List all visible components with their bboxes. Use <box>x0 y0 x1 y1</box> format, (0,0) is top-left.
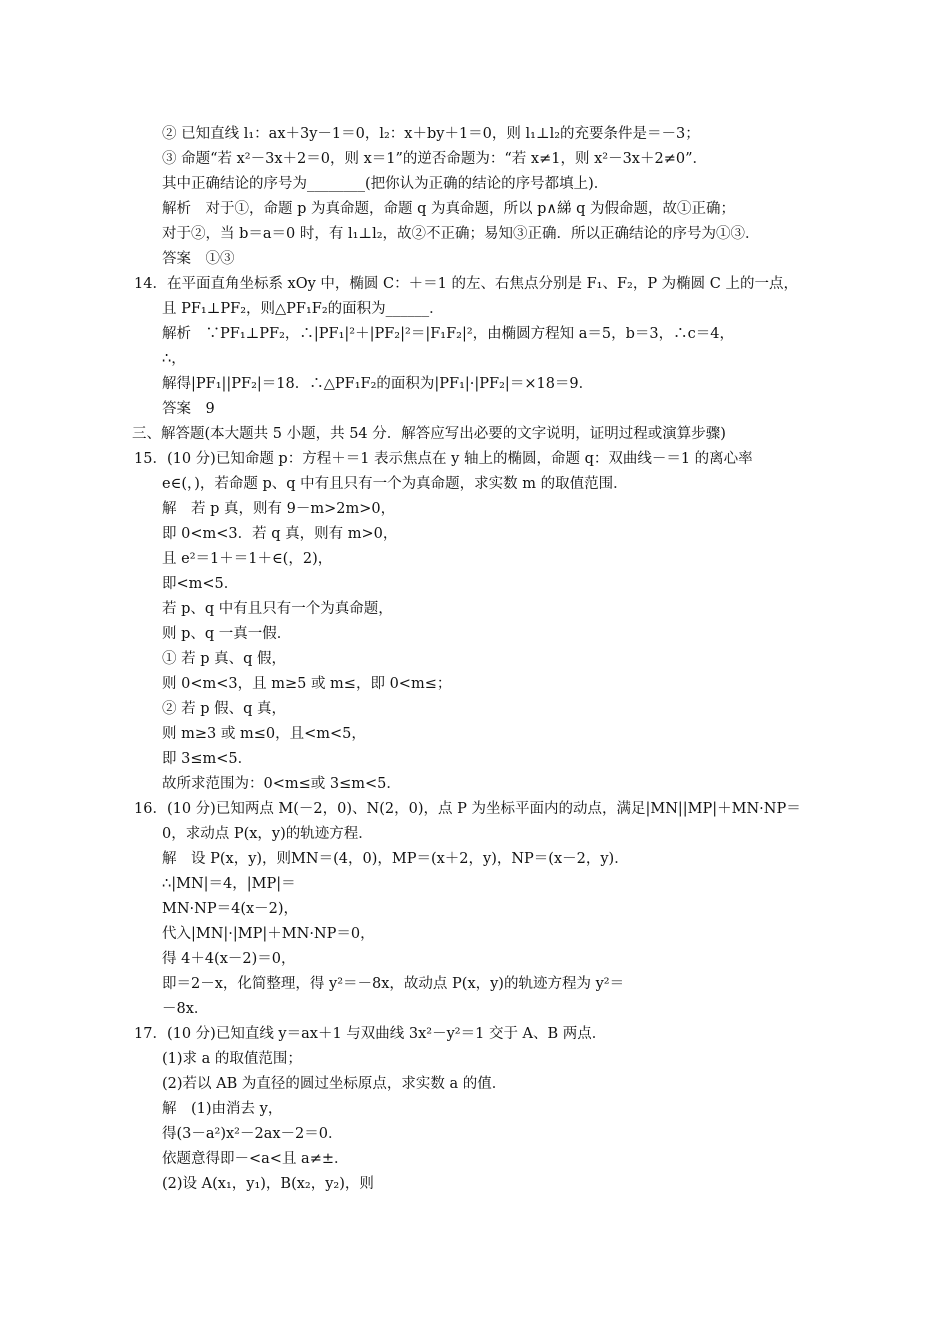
question-17-line: 17．(10 分)已知直线 y＝ax＋1 与双曲线 3x²－y²＝1 交于 A、B 两点． <box>134 1026 607 1042</box>
text-line: 答案 9 <box>162 401 215 417</box>
text-line: ① 若 p 真、q 假， <box>162 651 286 667</box>
text-line: (2)若以 AB 为直径的圆过坐标原点，求实数 a 的值． <box>162 1076 507 1092</box>
text-line: 即 3≤m<5． <box>162 751 253 767</box>
text-line: 解 若 p 真，则有 9－m>2m>0， <box>162 501 396 517</box>
question-16-line: 16．(10 分)已知两点 M(－2，0)、N(2，0)，点 P 为坐标平面内的动点，满足|MN||MP|＋MN·NP＝ <box>134 801 801 817</box>
text-line: 其中正确结论的序号为________(把你认为正确的结论的序号都填上)． <box>162 176 609 192</box>
question-15-line: 15．(10 分)已知命题 p：方程＋＝1 表示焦点在 y 轴上的椭圆，命题 q：双曲线－＝1 的离心率 <box>134 451 753 467</box>
text-line: 解得|PF₁||PF₂|＝18．∴△PF₁F₂的面积为|PF₁|·|PF₂|＝×18＝9． <box>162 376 594 392</box>
text-line: 对于②，当 b＝a＝0 时，有 l₁⊥l₂，故②不正确；易知③正确．所以正确结论的序号为①③． <box>162 226 760 242</box>
text-line: (2)设 A(x₁，y₁)，B(x₂，y₂)，则 <box>162 1176 374 1192</box>
section-heading: 三、解答题(本大题共 5 小题，共 54 分．解答应写出必要的文字说明，证明过程或演算步骤) <box>132 426 726 442</box>
text-line: 依题意得即－<a<且 a≠±． <box>162 1151 349 1167</box>
text-line: －8x． <box>162 1001 209 1017</box>
text-line: 得(3－a²)x²－2ax－2＝0． <box>162 1126 343 1142</box>
text-line: 则 m≥3 或 m≤0，且<m<5， <box>162 726 366 742</box>
text-line: 解 设 P(x，y)，则MN＝(4，0)，MP＝(x＋2，y)，NP＝(x－2，y)． <box>162 851 629 867</box>
text-line: 若 p、q 中有且只有一个为真命题， <box>162 601 393 617</box>
text-line: 得 4＋4(x－2)＝0， <box>162 951 296 967</box>
text-line: 即<m<5． <box>162 576 239 592</box>
text-line: 解析 对于①，命题 p 为真命题，命题 q 为真命题，所以 p∧綈 q 为假命题，故①正确； <box>162 201 736 217</box>
text-line: 则 p、q 一真一假． <box>162 626 292 642</box>
text-line: ∴， <box>162 351 186 367</box>
text-line: 0，求动点 P(x，y)的轨迹方程． <box>162 826 373 842</box>
text-line: 则 0<m<3，且 m≥5 或 m≤，即 0<m≤； <box>162 676 452 692</box>
text-line: ② 若 p 假、q 真， <box>162 701 286 717</box>
text-line: 故所求范围为：0<m≤或 3≤m<5． <box>162 776 401 792</box>
text-line: MN·NP＝4(x－2)， <box>162 901 299 917</box>
text-line: ∴|MN|＝4，|MP|＝ <box>162 876 296 892</box>
text-line: 解析 ∵PF₁⊥PF₂，∴|PF₁|²＋|PF₂|²＝|F₁F₂|²，由椭圆方程知 a＝5，b＝3，∴c＝4， <box>162 326 734 342</box>
text-line: (1)求 a 的取值范围； <box>162 1051 302 1067</box>
text-line: e∈(，)，若命题 p、q 中有且只有一个为真命题，求实数 m 的取值范围． <box>162 476 628 492</box>
text-line: 答案 ①③ <box>162 251 235 267</box>
text-line: 即 0<m<3．若 q 真，则有 m>0， <box>162 526 398 542</box>
text-line: ② 已知直线 l₁：ax＋3y－1＝0，l₂：x＋by＋1＝0，则 l₁⊥l₂的充要条件是＝－3； <box>162 126 700 142</box>
question-14-line: 14．在平面直角坐标系 xOy 中，椭圆 C：＋＝1 的左、右焦点分别是 F₁、F₂，P 为椭圆 C 上的一点， <box>134 276 798 292</box>
text-line: 解 (1)由消去 y， <box>162 1101 283 1117</box>
text-line: 且 e²＝1＋＝1＋∈(，2)， <box>162 551 333 567</box>
text-line: 且 PF₁⊥PF₂，则△PF₁F₂的面积为______． <box>162 301 444 317</box>
text-line: 即＝2－x，化简整理，得 y²＝－8x，故动点 P(x，y)的轨迹方程为 y²＝ <box>162 976 625 992</box>
text-line: ③ 命题“若 x²－3x＋2＝0，则 x＝1”的逆否命题为：“若 x≠1，则 x²－3x＋2≠0”． <box>162 151 707 167</box>
text-line: 代入|MN|·|MP|＋MN·NP＝0， <box>162 926 375 942</box>
